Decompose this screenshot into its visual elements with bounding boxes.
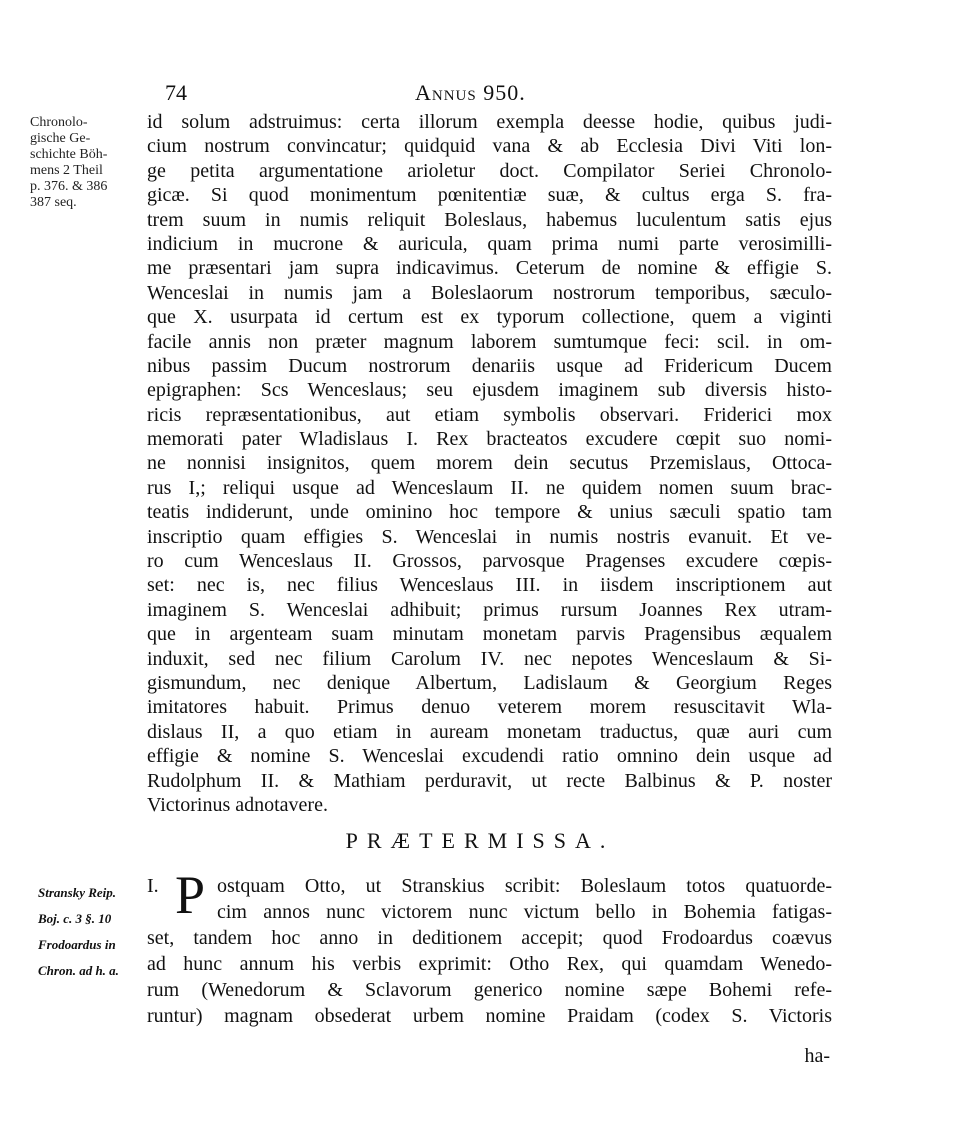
side-references [38, 880, 148, 984]
text-line: me præsentari jam supra indicavimus. Ceterum de nomine & effigie S. [147, 257, 832, 280]
drop-initial: P [175, 865, 206, 925]
text-line: teatis indiderunt, unde ominino hoc tempore & unius sæculi spatio tam [147, 501, 832, 524]
section-numeral: I. [147, 875, 159, 897]
text-line: Wenceslai in numis jam a Boleslaorum nostrorum temporibus, sæculo- [147, 281, 832, 304]
margin-note [30, 115, 145, 211]
catchword: ha- [804, 1045, 830, 1067]
margin-note-line: schichte Böh- [30, 147, 108, 162]
text-line: Victorinus adnotavere. [147, 793, 328, 816]
text-line: nibus passim Ducum nostrorum denariis usque ad Fridericum Ducem [147, 354, 832, 377]
side-ref: Stransky Reip. [38, 885, 117, 900]
text-line: induxit, sed nec filium Carolum IV. nec nepotes Wenceslaum & Si- [147, 647, 832, 670]
text-line: trem suum in numis reliquit Boleslaus, habemus luculentum satis ejus [147, 208, 832, 231]
text-line: ricis repræsentationibus, aut etiam symbolis observari. Friderici mox [147, 403, 832, 426]
text-line: facile annis non præter magnum laborem sumtumque feci: scil. in om- [147, 330, 832, 353]
section-heading: PRÆTERMISSA. [345, 828, 615, 853]
text-line: inscriptio quam effigies S. Wenceslai in numis nostris evanuit. Et ve- [147, 525, 832, 548]
text-line: cium nostrum convincatur; quidquid vana & ab Ecclesia Divi Viti lon- [147, 135, 832, 158]
margin-note-line: mens 2 Theil [30, 163, 103, 178]
text-line: rum (Wenedorum & Sclavorum generico nomine sæpe Bohemi refe- [147, 979, 832, 1001]
text-line: dislaus II, a quo etiam in auream monetam traductus, quæ auri cum [147, 720, 832, 743]
main-text [147, 110, 832, 817]
text-line: ge petita argumentatione arioletur doct. Compilator Seriei Chronolo- [147, 159, 832, 182]
text-line: memorati pater Wladislaus I. Rex bracteatos excudere cœpit suo nomi- [147, 428, 832, 451]
margin-note-line: 387 seq. [30, 195, 77, 210]
running-head: Annus 950. [415, 80, 526, 105]
margin-note-line: gische Ge- [30, 131, 91, 146]
text-line: gicæ. Si quod monimentum pœnitentiæ suæ, & cultus erga S. fra- [147, 184, 832, 207]
text-line: cim annos nunc victorem nunc victum bello in Bohemia fatigas- [217, 901, 832, 923]
side-ref: Frodoardus in [38, 937, 116, 952]
side-ref: Chron. ad h. a. [38, 963, 119, 978]
side-ref: Boj. c. 3 §. 10 [38, 911, 112, 926]
text-line: imitatores habuit. Primus denuo veterem morem resuscitavit Wla- [147, 696, 832, 719]
text-line: indicium in mucrone & auricula, quam prima numi parte verosimilli- [147, 232, 832, 255]
text-line: id solum adstruimus: certa illorum exempla deesse hodie, quibus judi- [147, 111, 832, 133]
text-line: imaginem S. Wenceslai adhibuit; primus rursum Joannes Rex utram- [147, 598, 832, 621]
text-line: effigie & nomine S. Wenceslai excudendi ratio omnino dein usque ad [147, 745, 832, 768]
text-line: ne nonnisi insignitos, quem morem dein secutus Przemislaus, Ottoca- [147, 452, 832, 475]
text-line: que X. usurpata id certum est ex typorum collectione, quem a viginti [147, 306, 832, 329]
text-line: Rudolphum II. & Mathiam perduravit, ut recte Balbinus & P. noster [147, 769, 832, 792]
text-line: runtur) magnam obsederat urbem nomine Praidam (codex S. Victoris [147, 1005, 832, 1027]
text-line: ad hunc annum his verbis exprimit: Otho Rex, qui quamdam Wenedo- [147, 953, 832, 975]
section-text [147, 873, 832, 1029]
margin-note-line: Chronolo- [30, 115, 88, 130]
text-line: rus I,; reliqui usque ad Wenceslaum II. ne quidem nomen suum brac- [147, 476, 832, 499]
text-line: ostquam Otto, ut Stranskius scribit: Boleslaum totos quatuorde- [217, 875, 832, 897]
page-number: 74 [165, 80, 187, 105]
margin-note-line: p. 376. & 386 [30, 179, 108, 194]
text-line: gismundum, nec denique Albertum, Ladislaum & Georgium Reges [147, 671, 832, 694]
text-line: ro cum Wenceslaus II. Grossos, parvosque Pragenses excudere cœpis- [147, 550, 832, 573]
text-line: set, tandem hoc anno in deditionem accepit; quod Frodoardus coævus [147, 927, 832, 949]
text-line: epigraphen: Scs Wenceslaus; seu ejusdem imaginem sub diversis histo- [147, 379, 832, 402]
text-line: set: nec is, nec filius Wenceslaus III. in iisdem inscriptionem aut [147, 574, 832, 597]
text-line: que in argenteam suam minutam monetam parvis Pragensibus æqualem [147, 623, 832, 646]
